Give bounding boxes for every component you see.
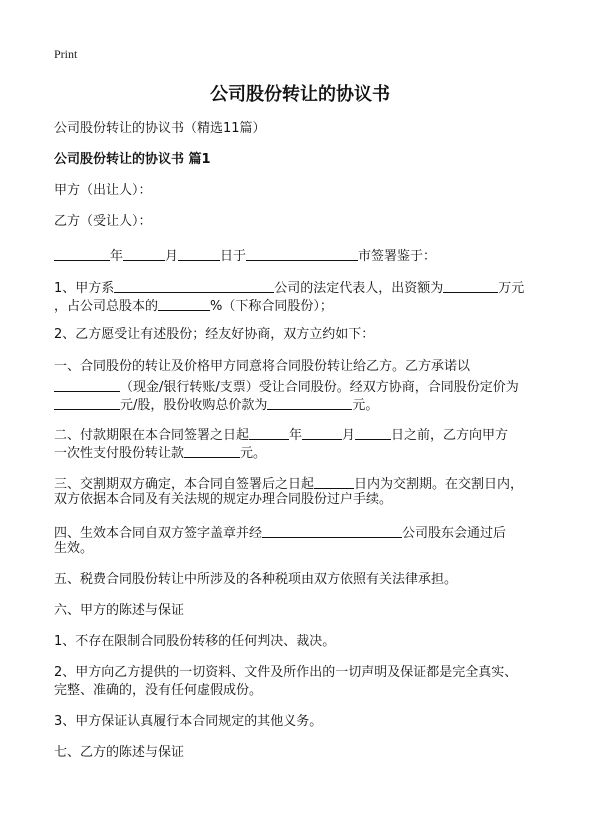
blank-field[interactable] [123, 246, 165, 261]
section-title: 公司股份转让的协议书 篇1 [54, 152, 211, 167]
document-subtitle: 公司股份转让的协议书（精选11篇） [54, 121, 266, 136]
blank-field[interactable] [443, 278, 498, 293]
clause-1-line-2: ，占公司总股本的 %（下称合同股份）； [54, 296, 333, 314]
article-3-line-2: 双方依据本合同及有关法规的规定办理合同股份过户手续。 [54, 492, 393, 507]
blank-field[interactable] [184, 443, 240, 458]
clause-2: 2、乙方愿受让有述股份；经友好协商，双方立约如下： [54, 327, 375, 342]
article-2-line-2: 一次性支付股份转让款 元。 [54, 443, 266, 461]
clause-1-line-1: 1、甲方系 公司的法定代表人，出资额为 万元 [54, 278, 524, 296]
party-a-line: 甲方（出让人）： [54, 183, 152, 198]
blank-field[interactable] [262, 523, 402, 538]
blank-field[interactable] [158, 296, 210, 311]
article-4-line-1: 四、生效本合同自双方签字盖章并经 公司股东会通过后 [54, 523, 506, 541]
blank-field[interactable] [114, 278, 274, 293]
sign-date-line: 年 月 日于 市签署鉴于： [54, 246, 436, 264]
article-6-item-1: 1、不存在限制合同股份转移的任何判决、裁决。 [54, 634, 336, 649]
party-b-line: 乙方（受让人）： [54, 214, 152, 229]
article-2-line-1: 二、付款期限在本合同签署之日起 年 月 日之前，乙方向甲方 [54, 425, 508, 443]
blank-field[interactable] [54, 395, 120, 410]
blank-field[interactable] [246, 246, 358, 261]
article-1-line-3: 元/股，股份收购总价款为 元。 [54, 395, 378, 413]
article-4-line-2: 生效。 [54, 541, 94, 556]
blank-field[interactable] [302, 425, 342, 440]
article-6-item-2-line-2: 完整、准确的，没有任何虚假成份。 [54, 683, 263, 698]
article-6-title: 六、甲方的陈述与保证 [54, 603, 185, 618]
article-6-item-3: 3、甲方保证认真履行本合同规定的其他义务。 [54, 714, 323, 729]
article-5: 五、税费合同股份转让中所涉及的各种税项由双方依照有关法律承担。 [54, 572, 458, 587]
article-6-item-2-line-1: 2、甲方向乙方提供的一切资料、文件及所作出的一切声明及保证都是完全真实、 [54, 665, 518, 680]
article-1-line-2: （现金/银行转账/支票）受让合同股份。经双方协商，合同股份定价为 [54, 377, 519, 395]
blank-field[interactable] [249, 425, 289, 440]
blank-field[interactable] [355, 425, 391, 440]
article-7-title: 七、乙方的陈述与保证 [54, 745, 185, 760]
blank-field[interactable] [54, 377, 120, 392]
article-1-line-1: 一、合同股份的转让及价格甲方同意将合同股份转让给乙方。乙方承诺以 [54, 359, 471, 374]
blank-field[interactable] [178, 246, 220, 261]
print-link[interactable]: Print [54, 47, 78, 61]
blank-field[interactable] [267, 395, 352, 410]
blank-field[interactable] [314, 474, 354, 489]
blank-field[interactable] [54, 246, 110, 261]
document-title: 公司股份转让的协议书 [210, 84, 390, 105]
article-3-line-1: 三、交割期双方确定，本合同自签署后之日起 日内为交割期。在交割日内， [54, 474, 523, 492]
